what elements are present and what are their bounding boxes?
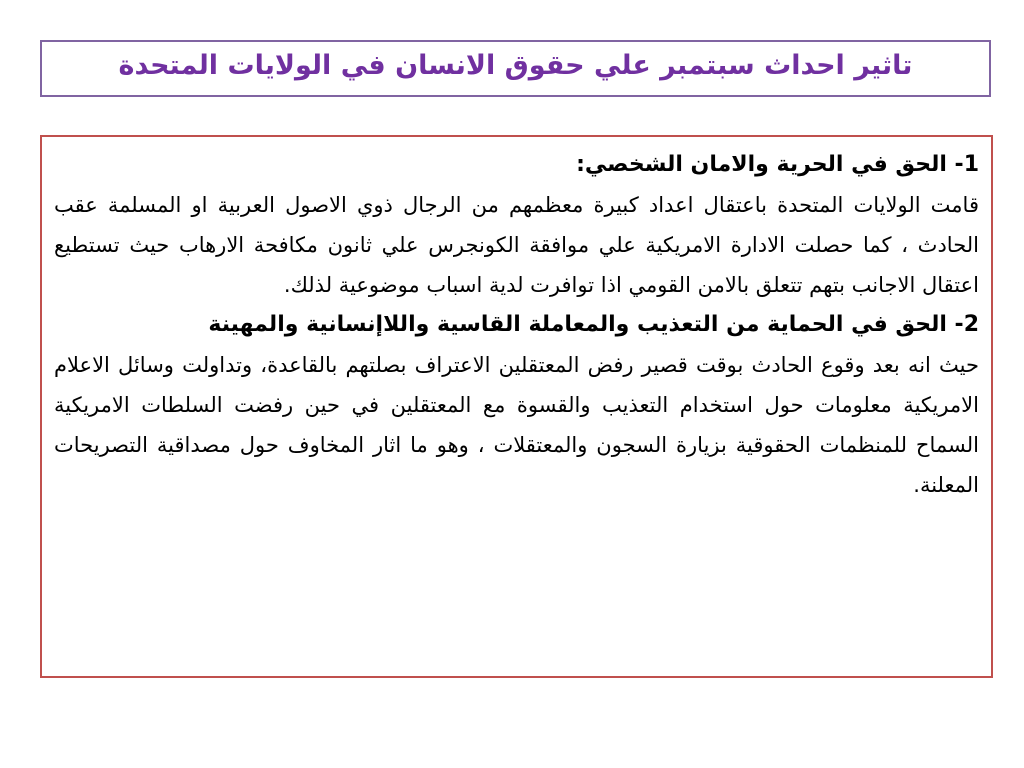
section-2-heading: 2- الحق في الحماية من التعذيب والمعاملة القاسية واللاإنسانية والمهينة — [208, 312, 979, 337]
slide-title: تاثير احداث سبتمبر علي حقوق الانسان في الولايات المتحدة — [118, 50, 913, 81]
content-box — [40, 135, 993, 678]
section-2-body: حيث انه بعد وقوع الحادث بوقت قصير رفض المعتقلين الاعتراف بصلتهم بالقاعدة، وتداولت وسائل الاعلام الامريكية معلومات حول استخدام التعذيب والقسوة مع المعتقلين في حين رفضت السلطات الامريكية السماح للمنظمات الحقوقية بزيارة السجون والمعتقلات ، وهو ما اثار المخاوف حول مصداقية التصريحات المعلنة. — [54, 353, 979, 497]
section-1-body: قامت الولايات المتحدة باعتقال اعداد كبيرة معظمهم من الرجال ذوي الاصول العربية او المسلمة عقب الحادث ، كما حصلت الادارة الامريكية علي موافقة الكونجرس علي ثانون مكافحة الارهاب حيث تستطيع اعتقال الاجانب بتهم تتعلق بالامن القومي اذا توافرت لدية اسباب موضوعية لذلك. — [54, 193, 979, 297]
section-1-heading: 1- الحق في الحرية والامان الشخصي: — [576, 152, 979, 177]
title-box — [40, 40, 991, 97]
